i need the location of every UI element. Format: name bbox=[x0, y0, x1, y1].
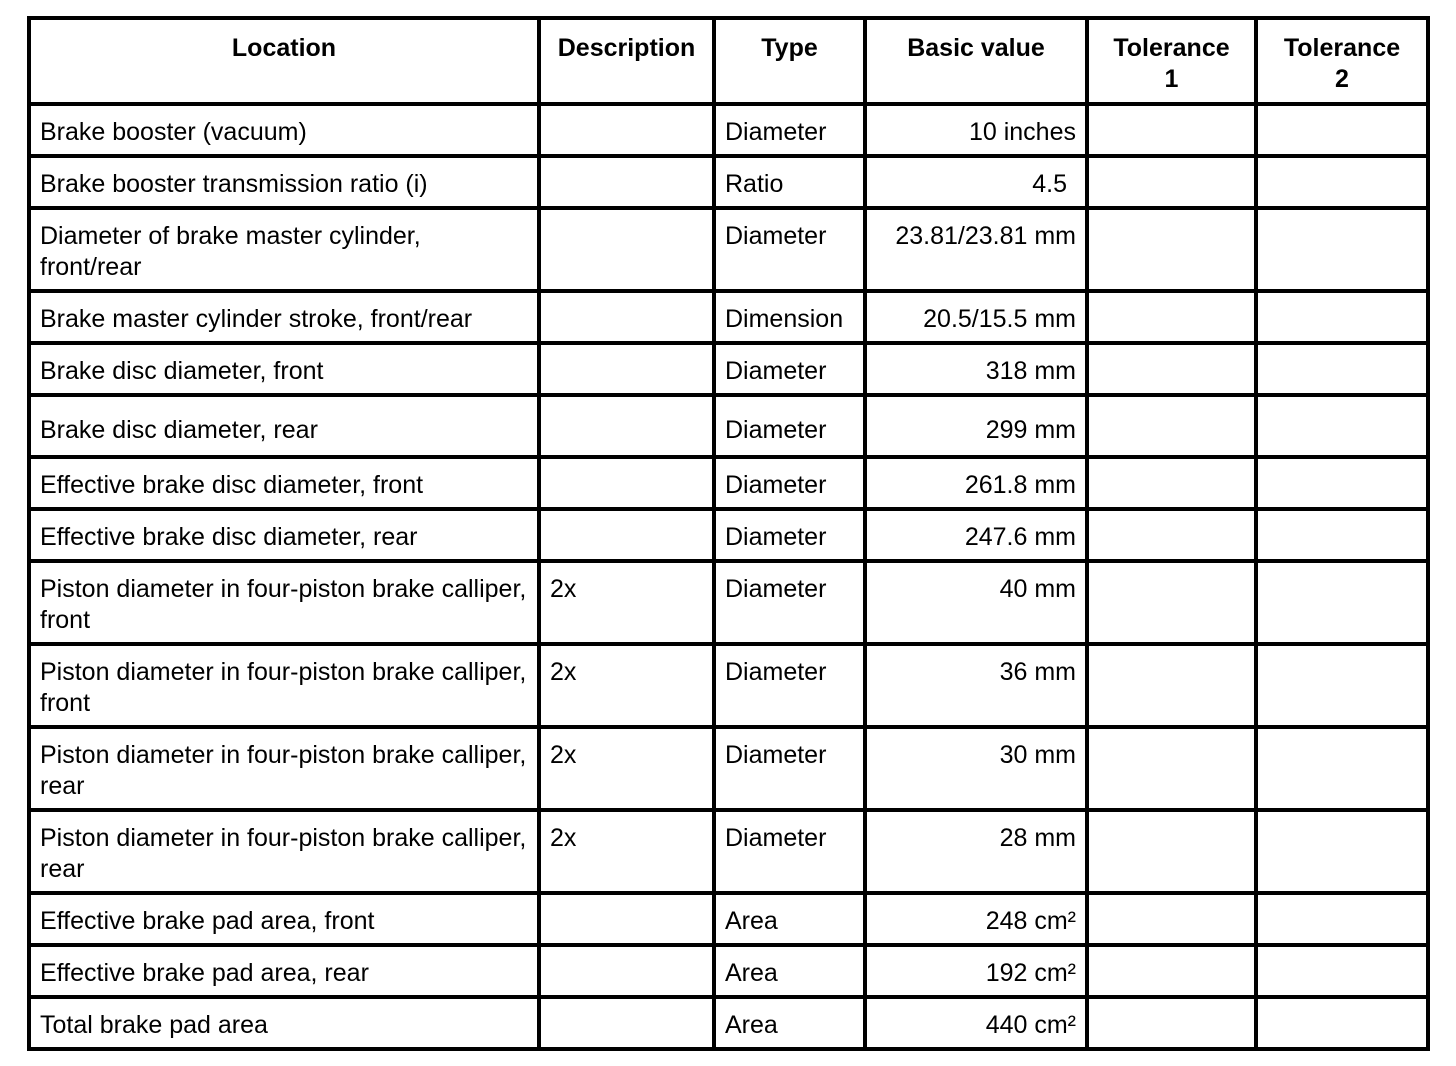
cell-basic-value: 4.5 bbox=[865, 156, 1087, 208]
cell-location: Piston diameter in four-piston brake calliper, front bbox=[29, 561, 539, 644]
header-basic-value: Basic value bbox=[865, 18, 1087, 104]
cell-tolerance-1 bbox=[1087, 395, 1256, 457]
cell-tolerance-1 bbox=[1087, 893, 1256, 945]
cell-location: Effective brake disc diameter, rear bbox=[29, 509, 539, 561]
cell-tolerance-1 bbox=[1087, 561, 1256, 644]
cell-type: Diameter bbox=[714, 810, 865, 893]
header-tolerance-1-word: Tolerance bbox=[1113, 34, 1230, 62]
cell-location: Effective brake pad area, rear bbox=[29, 945, 539, 997]
header-tolerance-1 bbox=[1087, 18, 1256, 104]
cell-type: Dimension bbox=[714, 291, 865, 343]
cell-type: Diameter bbox=[714, 343, 865, 395]
cell-type: Diameter bbox=[714, 457, 865, 509]
cell-type: Diameter bbox=[714, 727, 865, 810]
header-type: Type bbox=[714, 18, 865, 104]
table-row bbox=[29, 644, 1428, 727]
cell-basic-value: 299 mm bbox=[865, 395, 1087, 457]
cell-tolerance-1 bbox=[1087, 291, 1256, 343]
cell-tolerance-2 bbox=[1256, 644, 1428, 727]
cell-tolerance-1 bbox=[1087, 156, 1256, 208]
cell-description: 2x bbox=[539, 727, 714, 810]
table-row bbox=[29, 343, 1428, 395]
cell-location: Brake booster (vacuum) bbox=[29, 104, 539, 156]
cell-description bbox=[539, 291, 714, 343]
header-tolerance-2-word: Tolerance bbox=[1283, 34, 1401, 62]
table-row bbox=[29, 997, 1428, 1049]
cell-basic-value: 23.81/23.81 mm bbox=[865, 208, 1087, 291]
header-tolerance-1-number: 1 bbox=[1164, 65, 1179, 93]
table-row bbox=[29, 208, 1428, 291]
cell-basic-value: 318 mm bbox=[865, 343, 1087, 395]
cell-location: Effective brake pad area, front bbox=[29, 893, 539, 945]
cell-basic-value: 261.8 mm bbox=[865, 457, 1087, 509]
cell-tolerance-1 bbox=[1087, 945, 1256, 997]
cell-basic-value: 36 mm bbox=[865, 644, 1087, 727]
cell-location: Brake disc diameter, front bbox=[29, 343, 539, 395]
cell-tolerance-1 bbox=[1087, 810, 1256, 893]
cell-tolerance-2 bbox=[1256, 997, 1428, 1049]
cell-description bbox=[539, 104, 714, 156]
cell-description: 2x bbox=[539, 810, 714, 893]
cell-description bbox=[539, 509, 714, 561]
cell-type: Diameter bbox=[714, 395, 865, 457]
cell-basic-value: 40 mm bbox=[865, 561, 1087, 644]
cell-description bbox=[539, 156, 714, 208]
cell-basic-value: 440 cm² bbox=[865, 997, 1087, 1049]
cell-tolerance-1 bbox=[1087, 343, 1256, 395]
cell-description bbox=[539, 893, 714, 945]
cell-type: Diameter bbox=[714, 561, 865, 644]
cell-type: Ratio bbox=[714, 156, 865, 208]
cell-location: Effective brake disc diameter, front bbox=[29, 457, 539, 509]
table-row bbox=[29, 893, 1428, 945]
cell-tolerance-2 bbox=[1256, 561, 1428, 644]
cell-tolerance-1 bbox=[1087, 104, 1256, 156]
cell-tolerance-2 bbox=[1256, 343, 1428, 395]
cell-tolerance-1 bbox=[1087, 509, 1256, 561]
cell-type: Area bbox=[714, 945, 865, 997]
cell-description bbox=[539, 208, 714, 291]
table-row bbox=[29, 810, 1428, 893]
cell-tolerance-1 bbox=[1087, 208, 1256, 291]
brake-spec-table bbox=[27, 16, 1430, 1051]
cell-tolerance-1 bbox=[1087, 457, 1256, 509]
cell-location: Piston diameter in four-piston brake calliper, front bbox=[29, 644, 539, 727]
cell-tolerance-2 bbox=[1256, 727, 1428, 810]
cell-tolerance-1 bbox=[1087, 997, 1256, 1049]
cell-location: Brake disc diameter, rear bbox=[29, 395, 539, 457]
cell-tolerance-2 bbox=[1256, 457, 1428, 509]
cell-location: Total brake pad area bbox=[29, 997, 539, 1049]
header-row bbox=[29, 18, 1428, 104]
cell-location: Piston diameter in four-piston brake calliper, rear bbox=[29, 727, 539, 810]
cell-type: Diameter bbox=[714, 644, 865, 727]
cell-location: Piston diameter in four-piston brake calliper, rear bbox=[29, 810, 539, 893]
cell-basic-value: 28 mm bbox=[865, 810, 1087, 893]
cell-type: Diameter bbox=[714, 208, 865, 291]
cell-tolerance-2 bbox=[1256, 945, 1428, 997]
cell-description bbox=[539, 343, 714, 395]
cell-type: Area bbox=[714, 997, 865, 1049]
cell-basic-value: 10 inches bbox=[865, 104, 1087, 156]
cell-tolerance-2 bbox=[1256, 291, 1428, 343]
header-tolerance-2-number: 2 bbox=[1335, 65, 1349, 93]
table-row bbox=[29, 395, 1428, 457]
cell-tolerance-2 bbox=[1256, 104, 1428, 156]
table-row bbox=[29, 291, 1428, 343]
table-row bbox=[29, 509, 1428, 561]
cell-description bbox=[539, 457, 714, 509]
cell-description bbox=[539, 997, 714, 1049]
cell-tolerance-2 bbox=[1256, 395, 1428, 457]
cell-tolerance-2 bbox=[1256, 893, 1428, 945]
cell-description bbox=[539, 395, 714, 457]
cell-tolerance-2 bbox=[1256, 810, 1428, 893]
cell-type: Diameter bbox=[714, 509, 865, 561]
cell-location: Brake booster transmission ratio (i) bbox=[29, 156, 539, 208]
table-row bbox=[29, 561, 1428, 644]
cell-tolerance-1 bbox=[1087, 644, 1256, 727]
cell-type: Area bbox=[714, 893, 865, 945]
cell-basic-value: 192 cm² bbox=[865, 945, 1087, 997]
cell-location: Brake master cylinder stroke, front/rear bbox=[29, 291, 539, 343]
cell-basic-value: 30 mm bbox=[865, 727, 1087, 810]
table-row bbox=[29, 457, 1428, 509]
cell-basic-value: 247.6 mm bbox=[865, 509, 1087, 561]
cell-tolerance-2 bbox=[1256, 156, 1428, 208]
header-tolerance-2 bbox=[1256, 18, 1428, 104]
cell-basic-value: 20.5/15.5 mm bbox=[865, 291, 1087, 343]
table-row bbox=[29, 104, 1428, 156]
cell-tolerance-1 bbox=[1087, 727, 1256, 810]
cell-type: Diameter bbox=[714, 104, 865, 156]
cell-description bbox=[539, 945, 714, 997]
cell-description: 2x bbox=[539, 561, 714, 644]
table-row bbox=[29, 945, 1428, 997]
header-location: Location bbox=[29, 18, 539, 104]
cell-tolerance-2 bbox=[1256, 208, 1428, 291]
cell-location: Diameter of brake master cylinder, front/rear bbox=[29, 208, 539, 291]
cell-tolerance-2 bbox=[1256, 509, 1428, 561]
cell-description: 2x bbox=[539, 644, 714, 727]
table-row bbox=[29, 727, 1428, 810]
cell-basic-value: 248 cm² bbox=[865, 893, 1087, 945]
header-description: Description bbox=[539, 18, 714, 104]
table-row bbox=[29, 156, 1428, 208]
